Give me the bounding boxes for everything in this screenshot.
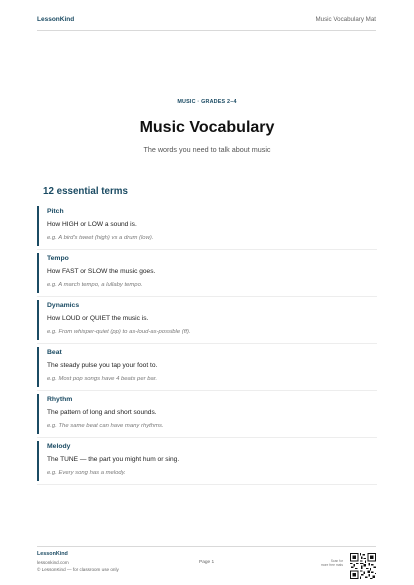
term-card (37, 347, 377, 387)
page-header (37, 14, 376, 31)
term-name: Melody (47, 443, 71, 450)
term-name: Pitch (47, 208, 64, 215)
document-name: Music Vocabulary Mat (315, 16, 376, 23)
term-example: e.g. Every song has a melody. (47, 470, 126, 476)
term-card (37, 206, 377, 246)
qr-code-icon (350, 553, 376, 579)
term-name: Dynamics (47, 302, 80, 309)
page-subtitle: The words you need to talk about music (143, 145, 271, 154)
term-example: e.g. A march tempo, a lullaby tempo. (47, 282, 143, 288)
term-name: Rhythm (47, 396, 73, 403)
footer-website: lessonkind.com (37, 560, 69, 565)
brand-logo-text: LessonKind (37, 16, 75, 23)
subject-grade-label: MUSIC · GRADES 2–4 (177, 99, 237, 105)
term-example: e.g. A bird's tweet (high) vs a drum (low). (47, 235, 154, 241)
qr-caption-line: more free mats (320, 563, 343, 568)
page-number: Page 1 (199, 560, 215, 565)
term-definition: The pattern of long and short sounds. (47, 409, 157, 416)
term-definition: The TUNE — the part you might hum or sing. (47, 456, 180, 463)
section-heading: 12 essential terms (43, 186, 128, 197)
qr-caption-line: Scan for (330, 559, 343, 563)
term-card (37, 441, 377, 481)
term-definition: How HIGH or LOW a sound is. (47, 221, 137, 228)
term-example: e.g. The same beat can have many rhythms. (47, 423, 164, 429)
term-definition: How FAST or SLOW the music goes. (47, 268, 156, 275)
term-card (37, 394, 377, 434)
qr-caption (313, 559, 343, 567)
page-footer (37, 546, 376, 579)
footer-copyright: © LessonKind — for classroom use only (37, 567, 119, 572)
term-example: e.g. Most pop songs have 4 beats per bar. (47, 376, 158, 382)
term-definition: The steady pulse you tap your foot to. (47, 362, 158, 369)
term-card (37, 300, 377, 340)
term-name: Tempo (47, 255, 69, 262)
term-example: e.g. From whisper-quiet (pp) to as-loud-as-possible (ff). (47, 329, 191, 335)
term-name: Beat (47, 349, 62, 356)
terms-list (37, 206, 377, 488)
footer-brand: LessonKind (37, 551, 68, 557)
page-title: Music Vocabulary (139, 119, 275, 136)
term-card (37, 253, 377, 293)
term-definition: How LOUD or QUIET the music is. (47, 315, 149, 322)
